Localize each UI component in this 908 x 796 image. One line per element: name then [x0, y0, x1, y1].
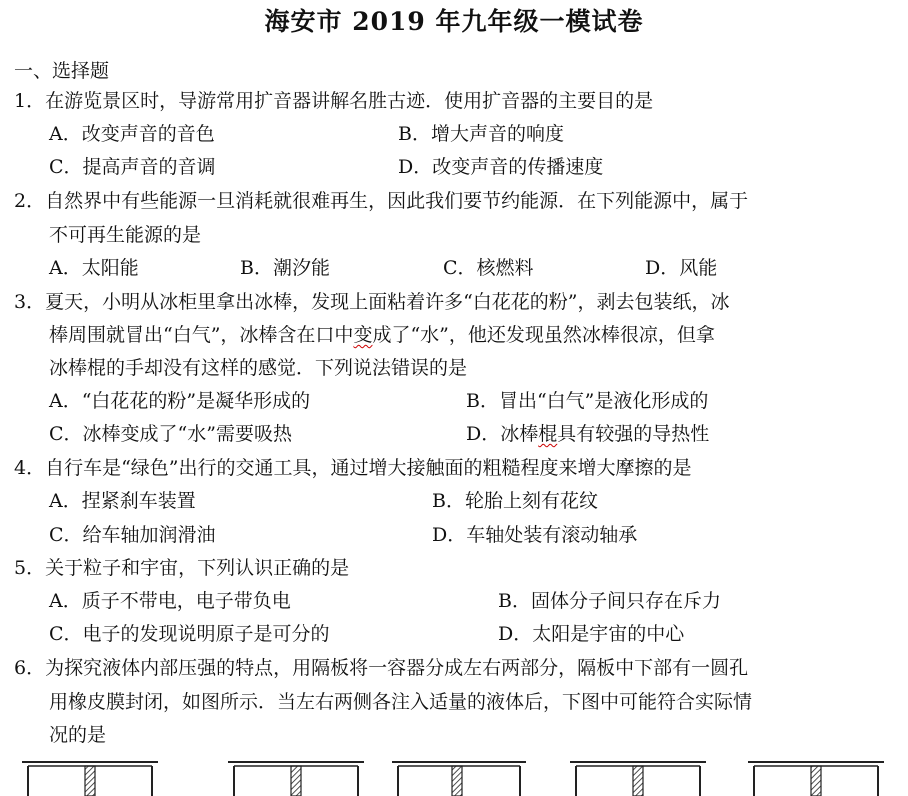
question-2-stem-line-2: 不可再生能源的是	[49, 224, 202, 246]
question-5-option-a: A．质子不带电，电子带负电	[49, 590, 291, 612]
question-5-option-b: B．固体分子间只存在斥力	[498, 590, 721, 612]
container-figure-d	[570, 762, 706, 796]
question-2-option-a: A．太阳能	[49, 257, 139, 279]
question-1-option-a: A．改变声音的音色	[49, 123, 215, 145]
question-6-stem-line-3: 况的是	[49, 724, 107, 746]
question-1-option-b: B．增大声音的响度	[398, 123, 564, 145]
question-2-stem-line-1: 2．自然界中有些能源一旦消耗就很难再生，因此我们要节约能源．在下列能源中，属于	[14, 190, 749, 212]
question-4-option-b: B．轮胎上刻有花纹	[432, 490, 598, 512]
question-3-stem-line-1: 3．夏天，小明从冰柜里拿出冰棒，发现上面粘着许多“白花花的粉”，剥去包装纸，冰	[14, 291, 730, 313]
question-4-option-d: D．车轴处装有滚动轴承	[432, 524, 638, 546]
container-figure-b	[228, 762, 364, 796]
question-6-stem-line-1: 6．为探究液体内部压强的特点，用隔板将一容器分成左右两部分，隔板中下部有一圆孔	[14, 657, 749, 679]
container-figures	[0, 752, 908, 796]
question-4-option-c: C．给车轴加润滑油	[49, 524, 216, 546]
question-3-stem-line-3: 冰棒棍的手却没有这样的感觉．下列说法错误的是	[49, 357, 468, 379]
question-3-stem-line-2: 棒周围就冒出“白气”，冰棒含在口中变成了“水”，他还发现虽然冰棒很凉，但拿	[49, 324, 715, 346]
question-3-option-c: C．冰棒变成了“水”需要吸热	[49, 423, 292, 445]
section-heading: 一、选择题	[14, 60, 110, 82]
question-5-option-d: D．太阳是宇宙的中心	[498, 623, 685, 645]
exam-title: 海安市 2019 年九年级一模试卷	[264, 7, 644, 36]
question-2-option-c: C．核燃料	[443, 257, 534, 279]
container-figure-c	[392, 762, 526, 796]
question-1-option-d: D．改变声音的传播速度	[398, 156, 604, 178]
question-3-option-d: D．冰棒棍具有较强的导热性	[466, 423, 710, 445]
question-1-option-c: C．提高声音的音调	[49, 156, 216, 178]
question-4-option-a: A．捏紧刹车装置	[49, 490, 196, 512]
container-figure-a	[22, 762, 158, 796]
question-6-stem-line-2: 用橡皮膜封闭，如图所示．当左右两侧各注入适量的液体后，下图中可能符合实际情	[49, 691, 753, 713]
question-3-option-b: B．冒出“白气”是液化形成的	[466, 390, 709, 412]
question-2-option-b: B．潮汐能	[240, 257, 330, 279]
question-5-stem: 5．关于粒子和宇宙，下列认识正确的是	[14, 557, 350, 579]
question-4-stem: 4．自行车是“绿色”出行的交通工具，通过增大接触面的粗糙程度来增大摩擦的是	[14, 457, 692, 479]
question-1-stem: 1．在游览景区时，导游常用扩音器讲解名胜古迹．使用扩音器的主要目的是	[14, 90, 654, 112]
question-2-option-d: D．风能	[645, 257, 718, 279]
question-5-option-c: C．电子的发现说明原子是可分的	[49, 623, 330, 645]
container-figure-e	[748, 762, 884, 796]
question-3-option-a: A．“白花花的粉”是凝华形成的	[49, 390, 311, 412]
